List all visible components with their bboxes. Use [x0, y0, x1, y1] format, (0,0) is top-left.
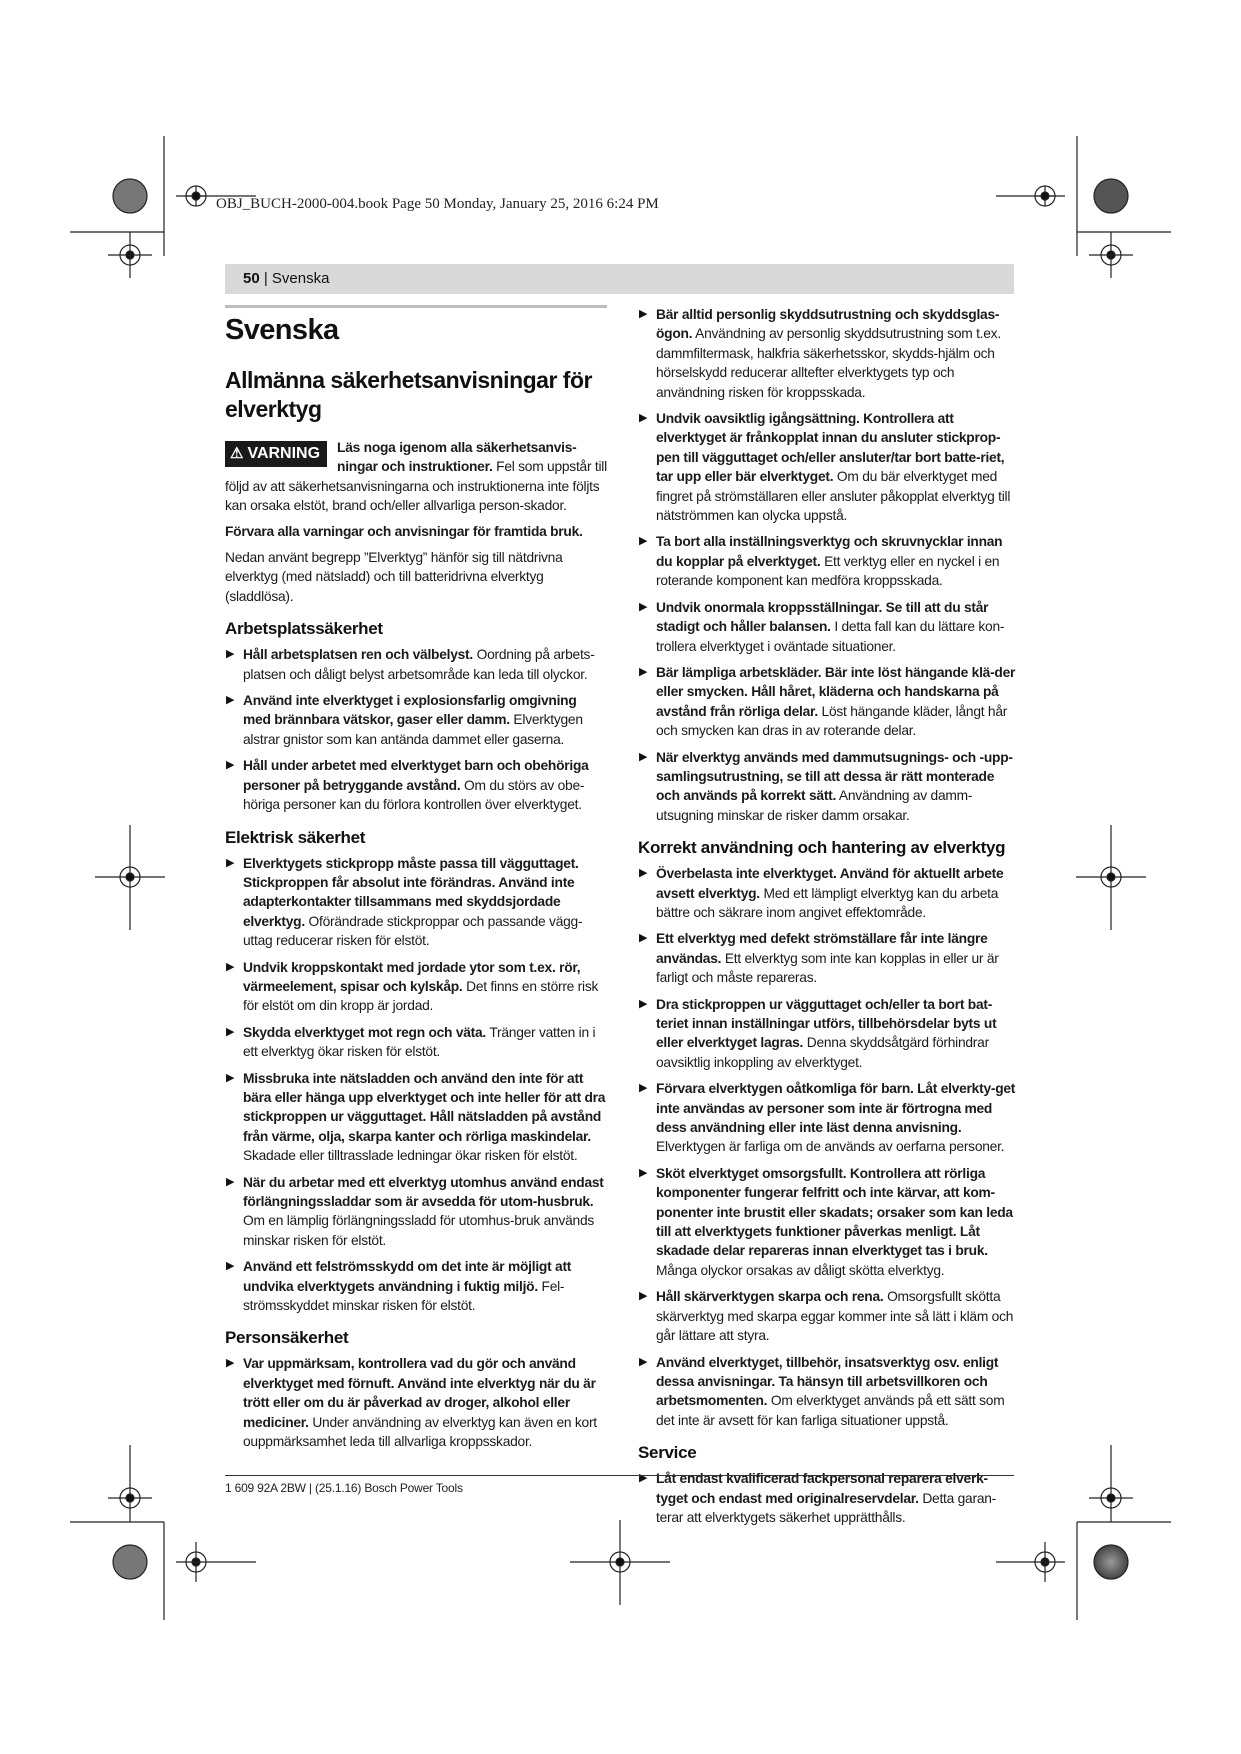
bullet-arrow-icon: ▶ — [639, 600, 648, 613]
warning-lead: Läs noga igenom alla säkerhetsanvis-ningar och instruktioner. — [337, 440, 577, 475]
bullet-arrow-icon: ▶ — [226, 960, 235, 973]
item-text: Denna skyddsåtgärd förhindrar oavsiktlig inkoppling av elverktyget. — [656, 1035, 989, 1070]
definition-text: Nedan använt begrepp ”Elverktyg” hänför sig till nätdrivna elverktyg (med nätsladd) och till batteridrivna elverktyg (sladdlösa). — [225, 550, 563, 604]
bullet-arrow-icon: ▶ — [226, 694, 235, 707]
heading-electrical: Elektrisk säkerhet — [225, 827, 366, 847]
heading-usage: Korrekt användning och hantering av elverktyg — [638, 838, 1006, 858]
item-bold: Sköt elverktyget omsorgsfullt. Kontrollera att rörliga komponenter fungerar felfritt och inte kärvar, att kom-ponenter inte brustit eller skadats; orsaker som kan leda till att elverktygets funktioner påverkas menligt. Låt skadade delar repareras innan elverktyget tas i bruk. — [656, 1165, 1013, 1259]
bullet-arrow-icon: ▶ — [226, 856, 235, 869]
page-footer: 1 609 92A 2BW | (25.1.16) Bosch Power Tools — [225, 1481, 463, 1495]
bullet-arrow-icon: ▶ — [639, 412, 648, 425]
list-workplace — [225, 645, 607, 814]
list-item — [225, 1354, 607, 1451]
item-text: Användning av damm-utsugning minskar de risker damm orsakar. — [656, 788, 973, 823]
bullet-arrow-icon: ▶ — [226, 1175, 235, 1188]
item-bold: Undvik onormala kroppsställningar. Se till att du står stadigt och håller balansen. — [656, 599, 989, 635]
list-personal-right — [638, 305, 1018, 825]
list-item — [225, 1023, 607, 1062]
list-item — [638, 864, 1018, 922]
item-bold: Använd elverktyget, tillbehör, insatsverktyg osv. enligt dessa anvisningar. Ta hänsyn till arbetsvillkoren och arbetsmomenten. — [656, 1354, 999, 1409]
list-item — [638, 532, 1018, 590]
bullet-arrow-icon: ▶ — [639, 1166, 648, 1179]
item-text: Detta garan-terar att elverktygets säkerhet upprätthålls. — [656, 1490, 997, 1525]
heading-personal: Personsäkerhet — [225, 1328, 349, 1348]
page-number: 50 — [243, 270, 260, 287]
list-item — [638, 409, 1018, 525]
warning-block — [225, 438, 607, 516]
item-text: Om elverktyget används på ett sätt som det inte är avsett för kan farliga situationer uppstå. — [656, 1393, 1005, 1428]
item-text: Om du störs av obe-höriga personer kan du förlora kontrollen över elverktyget. — [243, 777, 585, 813]
title-rule — [225, 305, 607, 308]
heading-service: Service — [638, 1443, 697, 1463]
item-text: Tränger vatten in i ett elverktyg ökar risken för elstöt. — [243, 1024, 596, 1060]
list-service — [638, 1469, 1018, 1527]
item-bold: Förvara elverktygen oåtkomliga för barn. Låt elverkty-get inte användas av personer som inte är förtrogna med dess användning eller inte läst denna anvisning. — [656, 1081, 1016, 1136]
list-item — [638, 1353, 1018, 1431]
item-text: Skadade eller tilltrasslade ledningar ökar risken för elstöt. — [243, 1148, 578, 1164]
page-header: 50 | Svenska — [243, 270, 330, 287]
warning-badge: ⚠ VARNING — [225, 441, 327, 467]
list-item — [225, 756, 607, 814]
item-bold: Låt endast kvalificerad fackpersonal reparera elverk-tyget och endast med originalreservdelar. — [656, 1471, 988, 1506]
item-text: Omsorgsfullt skötta skärverktyg med skarpa eggar kommer inte så lätt i kläm och går lättare att styra. — [656, 1289, 1014, 1344]
bullet-arrow-icon: ▶ — [639, 997, 648, 1010]
list-item — [638, 1079, 1018, 1157]
bullet-arrow-icon: ▶ — [226, 1357, 235, 1370]
bullet-arrow-icon: ▶ — [226, 1260, 235, 1273]
item-bold: Undvik oavsiktlig igångsättning. Kontrollera att elverktyget är frånkopplat innan du ansluter stickprop-pen till vägguttaget och/eller ansluter/tar bort batte-riet, tar upp eller bär elverktyget. — [656, 411, 1005, 485]
item-bold: Använd ett felströmsskydd om det inte är möjligt att undvika elverktygets användning i fuktig miljö. — [243, 1259, 572, 1294]
bullet-arrow-icon: ▶ — [639, 867, 648, 880]
item-text: Fel-strömsskyddet minskar risken för elstöt. — [243, 1278, 565, 1314]
item-bold: Använd inte elverktyget i explosionsfarlig omgivning med brännbara vätskor, gaser eller damm. — [243, 693, 577, 728]
bullet-arrow-icon: ▶ — [639, 1355, 648, 1368]
item-bold: Bär alltid personlig skyddsutrustning och skyddsglas-ögon. — [656, 307, 1000, 342]
item-text: Elverktygen alstrar gnistor som kan antända dammet eller gaserna. — [243, 712, 583, 747]
list-usage — [638, 864, 1018, 1430]
warning-triangle-icon: ⚠ — [230, 445, 244, 462]
item-bold: Skydda elverktyget mot regn och väta. — [243, 1024, 487, 1040]
item-bold: Håll skärverktygen skarpa och rena. — [656, 1289, 884, 1305]
list-item — [225, 1173, 607, 1251]
item-bold: Undvik kroppskontakt med jordade ytor som t.ex. rör, värmeelement, spisar och kylskåp. — [243, 959, 581, 994]
list-item — [638, 598, 1018, 656]
item-bold: Missbruka inte nätsladden och använd den inte för att bära eller hänga upp elverktyget och inte heller för att dra stickproppen ur vägguttaget. Håll nätsladden på avstånd från värme, olja, skarpa kanter och rörliga maskindelar. — [243, 1070, 606, 1144]
left-column — [225, 305, 607, 1458]
list-item — [225, 691, 607, 749]
bullet-arrow-icon: ▶ — [639, 535, 648, 548]
warning-text: Fel som uppstår till följd av att säkerhetsanvisningarna och instruktionerna inte följts kan orsaka elstöt, brand och/eller allvarliga person-skador. — [225, 459, 607, 514]
file-info-line: OBJ_BUCH-2000-004.book Page 50 Monday, January 25, 2016 6:24 PM — [216, 196, 659, 212]
bullet-arrow-icon: ▶ — [639, 932, 648, 945]
list-item — [638, 929, 1018, 987]
bullet-arrow-icon: ▶ — [639, 308, 648, 320]
bullet-arrow-icon: ▶ — [639, 1472, 648, 1485]
item-bold: Överbelasta inte elverktyget. Använd för aktuellt arbete avsett elverktyg. — [656, 866, 1004, 901]
registration-mark-right — [1076, 825, 1146, 930]
item-text: Under användning av elverktyg kan även en kort ouppmärksamhet leda till allvarliga kroppsskador. — [243, 1414, 597, 1450]
bullet-arrow-icon: ▶ — [226, 759, 235, 772]
list-item — [638, 748, 1018, 826]
list-electrical — [225, 854, 607, 1316]
item-text: Löst hängande kläder, långt hår och smycken kan dras in av roterande delar. — [656, 703, 1008, 739]
registration-mark-left — [95, 825, 165, 930]
list-item — [225, 854, 607, 951]
item-bold: Elverktygets stickpropp måste passa till vägguttaget. Stickproppen får absolut inte förändras. Använd inte adapterkontakter tillsammans med skyddsjordade elverktyg. — [243, 855, 579, 929]
list-item — [638, 1164, 1018, 1280]
section-title: Allmänna säkerhetsanvisningar för elverktyg — [225, 367, 592, 422]
list-item — [638, 663, 1018, 741]
item-text: Ett verktyg eller en nyckel i en roterande komponent kan medföra kroppsskada. — [656, 553, 1000, 589]
list-item — [638, 995, 1018, 1073]
item-bold: När du arbetar med ett elverktyg utomhus använd endast förlängningssladdar som är avsedda för utom-husbruk. — [243, 1174, 604, 1209]
bullet-arrow-icon: ▶ — [639, 665, 648, 678]
bullet-arrow-icon: ▶ — [639, 1290, 648, 1303]
list-item — [638, 1469, 1018, 1527]
list-item — [225, 645, 607, 684]
heading-workplace: Arbetsplatssäkerhet — [225, 619, 383, 639]
item-text: Användning av personlig skyddsutrustning som t.ex. dammfiltermask, halkfria säkerhetsskor, skydds-hjälm och hörselskydd reducerar alltefter elverktygets typ och användning risken för kroppsskada. — [656, 326, 1001, 400]
item-text: Om en lämplig förlängningssladd för utomhus-bruk används minskar risken för elstöt. — [243, 1213, 595, 1248]
item-bold: Håll arbetsplatsen ren och välbelyst. — [243, 647, 473, 663]
item-text: Oordning på arbets-platsen och dåligt belyst arbetsområde kan leda till olyckor. — [243, 647, 595, 682]
list-item — [638, 305, 1018, 402]
bullet-arrow-icon: ▶ — [639, 1082, 648, 1095]
list-item — [638, 1287, 1018, 1345]
header-section: Svenska — [271, 270, 330, 287]
bullet-arrow-icon: ▶ — [639, 750, 648, 763]
list-item — [225, 1069, 607, 1166]
registration-mark-bottom-left — [70, 1445, 256, 1620]
list-personal-left — [225, 1354, 607, 1451]
item-bold: Bär lämpliga arbetskläder. Bär inte löst hängande klä-der eller smycken. Håll håret, kläderna och handskarna på avstånd från rörliga delar. — [656, 664, 1016, 719]
item-text: Det finns en större risk för elstöt om din kropp är jordad. — [243, 978, 599, 1014]
item-text: Ett elverktyg som inte kan kopplas in eller ur är farligt och måste repareras. — [656, 950, 999, 986]
right-column — [638, 305, 1018, 1534]
bullet-arrow-icon: ▶ — [226, 1025, 235, 1038]
item-text: Om du bär elverktyget med fingret på strömställaren eller ansluter påkopplat elverktyg till nätströmmen kan olycka uppstå. — [656, 469, 1011, 524]
item-text: Elverktygen är farliga om de används av oerfarna personer. — [656, 1139, 1005, 1155]
item-bold: Dra stickproppen ur vägguttaget och/eller ta bort bat-teriet innan inställningar utförs, tillbehörsdelar byts ut eller elverktyget lagras. — [656, 996, 997, 1051]
registration-mark-bottom-right — [996, 1445, 1171, 1620]
list-item — [225, 958, 607, 1016]
page-header-bar — [225, 264, 1014, 294]
keep-note: Förvara alla varningar och anvisningar för framtida bruk. — [225, 523, 583, 539]
item-bold: Ett elverktyg med defekt strömställare får inte längre användas. — [656, 931, 988, 966]
footer-rule — [225, 1475, 1014, 1476]
item-text: Med ett lämpligt elverktyg kan du arbeta bättre och säkrare inom angivet effektområde. — [656, 885, 999, 920]
item-text: Många olyckor orsakas av dåligt skötta elverktyg. — [656, 1262, 945, 1278]
item-bold: Var uppmärksam, kontrollera vad du gör och använd elverktyget med förnuft. Använd inte elverktyg när du är trött eller om du är påverkad av droger, alkohol eller mediciner. — [243, 1356, 596, 1430]
item-bold: Håll under arbetet med elverktyget barn och obehöriga personer på betryggande avstånd. — [243, 758, 589, 793]
item-text: Oförändrade stickproppar och passande vägg-uttag reducerar risken för elstöt. — [243, 913, 583, 949]
list-item — [225, 1257, 607, 1315]
item-text: I detta fall kan du lättare kon-trollera elverktyget i oväntade situationer. — [656, 619, 1005, 654]
item-bold: Ta bort alla inställningsverktyg och skruvnycklar innan du kopplar på elverktyget. — [656, 534, 1003, 569]
bullet-arrow-icon: ▶ — [226, 1071, 235, 1084]
page-title: Svenska — [225, 314, 339, 346]
registration-mark-top-right — [996, 136, 1171, 278]
bullet-arrow-icon: ▶ — [226, 648, 235, 661]
item-bold: När elverktyg används med dammutsugnings- och -upp-samlingsutrustning, se till att dessa är rätt monterade och används på korrekt sätt. — [656, 749, 1013, 804]
